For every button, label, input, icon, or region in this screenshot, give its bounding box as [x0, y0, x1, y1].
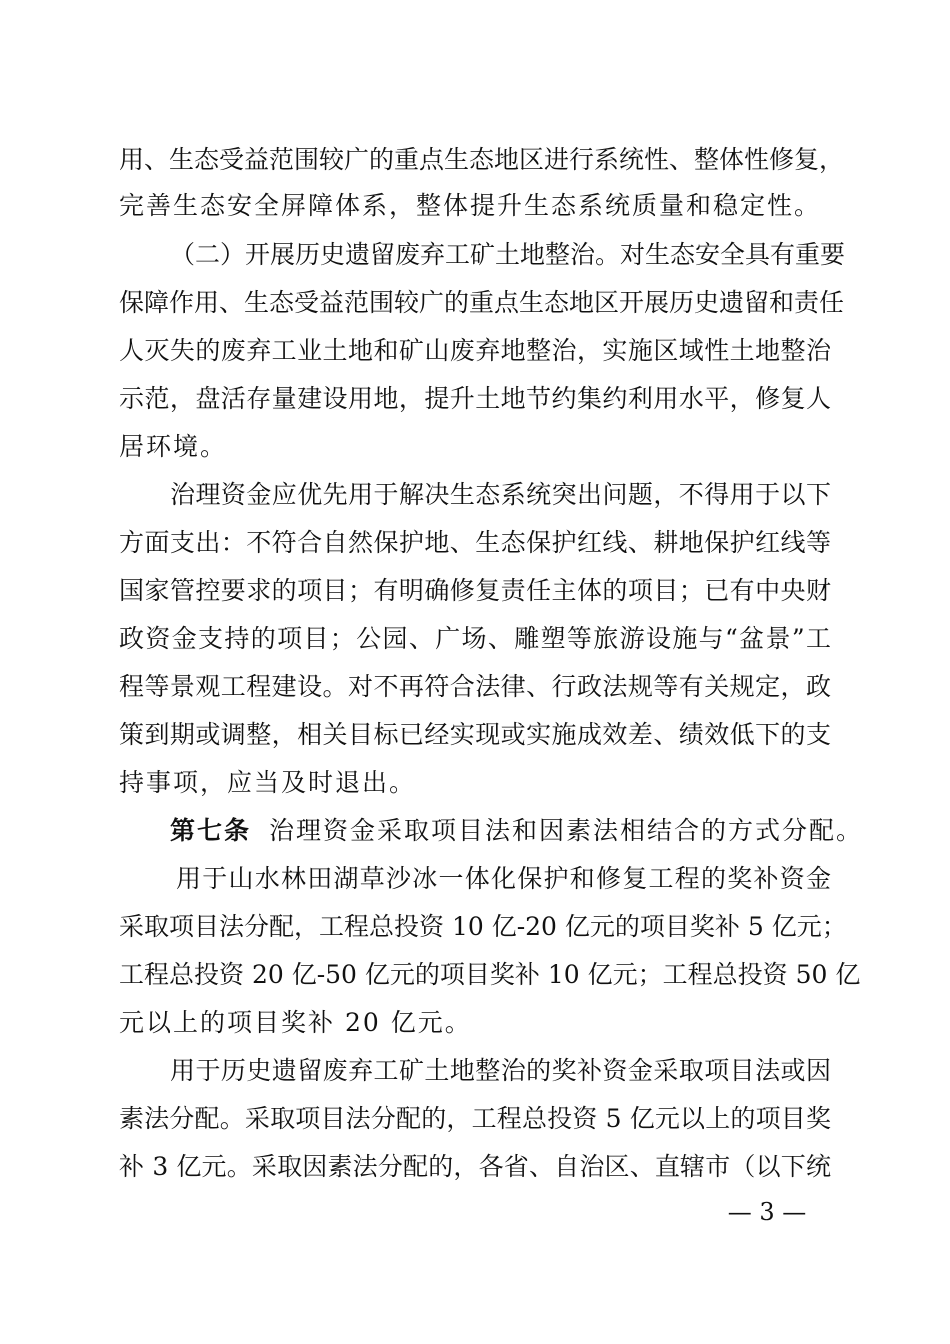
text-line: 用于历史遗留废弃工矿土地整治的奖补资金采取项目法或因 [170, 1056, 831, 1085]
text-line: 程等景观工程建设。对不再符合法律、行政法规等有关规定，政 [119, 672, 831, 701]
text-line: 示范，盘活存量建设用地，提升土地节约集约利用水平，修复人 [119, 384, 831, 413]
page-number: — 3 — [727, 1198, 807, 1226]
text-line: 居环境。 [119, 432, 228, 461]
text-line: 保障作用、生态受益范围较广的重点生态地区开展历史遗留和责任 [119, 288, 845, 317]
text-line: 人灭失的废弃工业土地和矿山废弃地整治，实施区域性土地整治 [119, 336, 831, 365]
text-line: 用、生态受益范围较广的重点生态地区进行系统性、整体性修复， [119, 145, 845, 174]
article-label: 第七条 [170, 816, 252, 845]
text-line: 完善生态安全屏障体系，整体提升生态系统质量和稳定性。 [119, 191, 822, 220]
text-line: 补 3 亿元。采取因素法分配的，各省、自治区、直辖市（以下统 [119, 1152, 831, 1181]
text-line: 国家管控要求的项目；有明确修复责任主体的项目；已有中央财 [119, 576, 831, 605]
text-line: （二）开展历史遗留废弃工矿土地整治。对生态安全具有重要 [170, 240, 846, 269]
text-line: 方面支出：不符合自然保护地、生态保护红线、耕地保护红线等 [119, 528, 831, 557]
text-line: 用于山水林田湖草沙冰一体化保护和修复工程的奖补资金 [176, 864, 831, 893]
text-line: 采取项目法分配，工程总投资 10 亿-20 亿元的项目奖补 5 亿元； [119, 912, 847, 941]
text-line: 素法分配。采取项目法分配的，工程总投资 5 亿元以上的项目奖 [119, 1104, 831, 1133]
text-line: 政资金支持的项目；公园、广场、雕塑等旅游设施与“盆景”工 [119, 624, 831, 653]
text-line: 元以上的项目奖补 20 亿元。 [119, 1008, 472, 1037]
text-line: 策到期或调整，相关目标已经实现或实施成效差、绩效低下的支 [119, 720, 831, 749]
article-text: 治理资金采取项目法和因素法相结合的方式分配。 [269, 816, 864, 845]
text-line: 治理资金应优先用于解决生态系统突出问题，不得用于以下 [170, 480, 831, 509]
text-line: 工程总投资 20 亿-50 亿元的项目奖补 10 亿元；工程总投资 50 亿 [119, 960, 861, 989]
text-line: 持事项，应当及时退出。 [119, 768, 417, 797]
article-line [170, 809, 864, 853]
